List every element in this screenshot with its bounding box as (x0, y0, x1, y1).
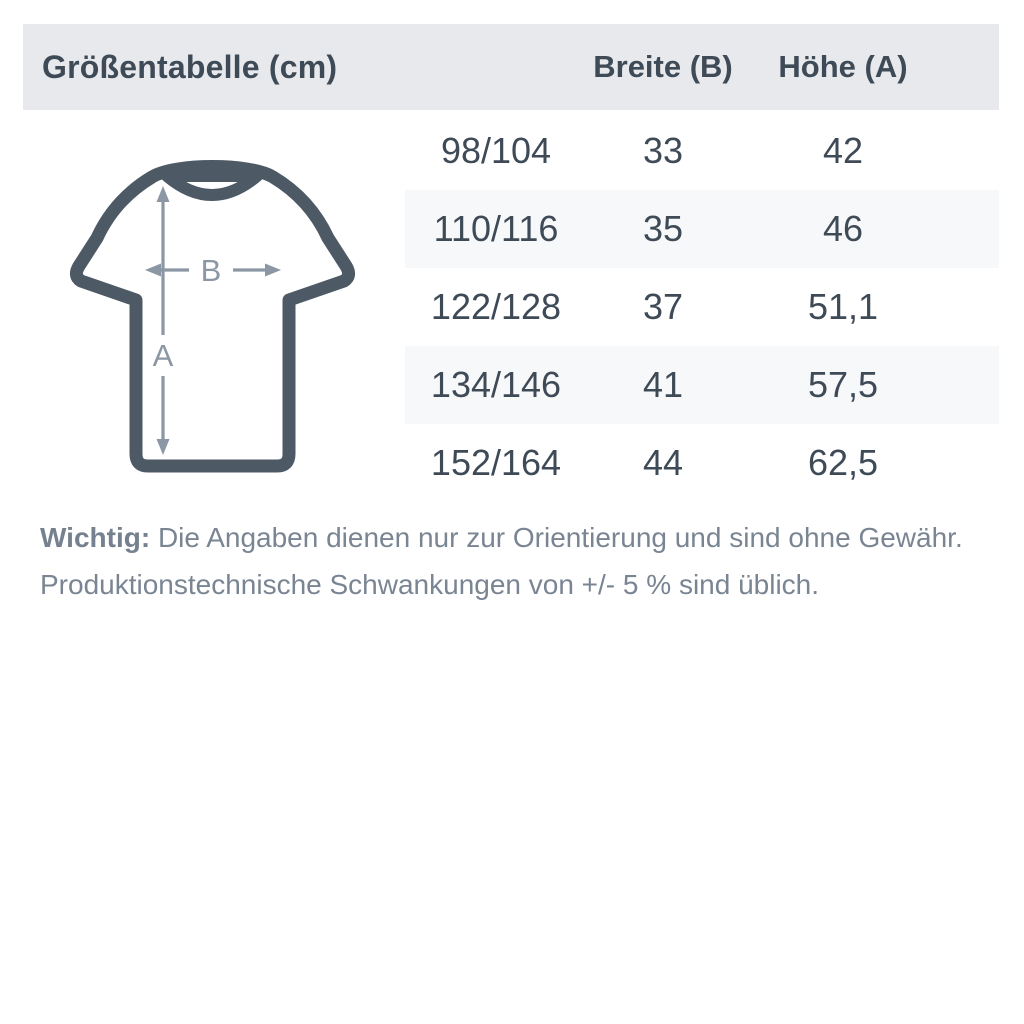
disclaimer-text-2: Produktionstechnische Schwankungen von +/- 5 % sind üblich. (40, 569, 820, 600)
page-title: Größentabelle (cm) (42, 48, 338, 85)
hoehe-value: 57,5 (807, 364, 879, 405)
disclaimer-line-2 (40, 561, 984, 608)
size-value: 134/146 (430, 364, 562, 405)
table-row (405, 190, 999, 268)
size-value: 122/128 (430, 286, 562, 327)
column-header-breite: Breite (B) (593, 49, 733, 84)
breite-value: 44 (642, 442, 684, 483)
size-table (405, 112, 999, 502)
hoehe-value: 62,5 (807, 442, 879, 483)
disclaimer-lead: Wichtig: (40, 522, 151, 553)
tshirt-collar (167, 176, 257, 195)
table-row (405, 346, 999, 424)
column-header-hoehe: Höhe (A) (778, 49, 908, 84)
width-arrow-label: B (200, 253, 222, 288)
disclaimer-line-1 (40, 514, 984, 561)
hoehe-value: 42 (822, 130, 864, 171)
height-arrow-label: A (152, 338, 174, 373)
hoehe-value: 46 (822, 208, 864, 249)
size-value: 152/164 (430, 442, 562, 483)
breite-value: 35 (642, 208, 684, 249)
table-row (405, 112, 999, 190)
tshirt-outline (76, 167, 348, 467)
disclaimer-note (40, 514, 984, 608)
tshirt-measure-diagram (50, 150, 370, 480)
breite-value: 33 (642, 130, 684, 171)
size-value: 110/116 (433, 208, 559, 249)
table-header-band (23, 24, 999, 110)
table-row (405, 268, 999, 346)
disclaimer-text-1: Die Angaben dienen nur zur Orientierung und sind ohne Gewähr. (157, 522, 963, 553)
tshirt-icon (50, 150, 370, 480)
breite-value: 41 (642, 364, 684, 405)
hoehe-value: 51,1 (807, 286, 879, 327)
size-value: 98/104 (440, 130, 552, 171)
breite-value: 37 (642, 286, 684, 327)
table-row (405, 424, 999, 502)
